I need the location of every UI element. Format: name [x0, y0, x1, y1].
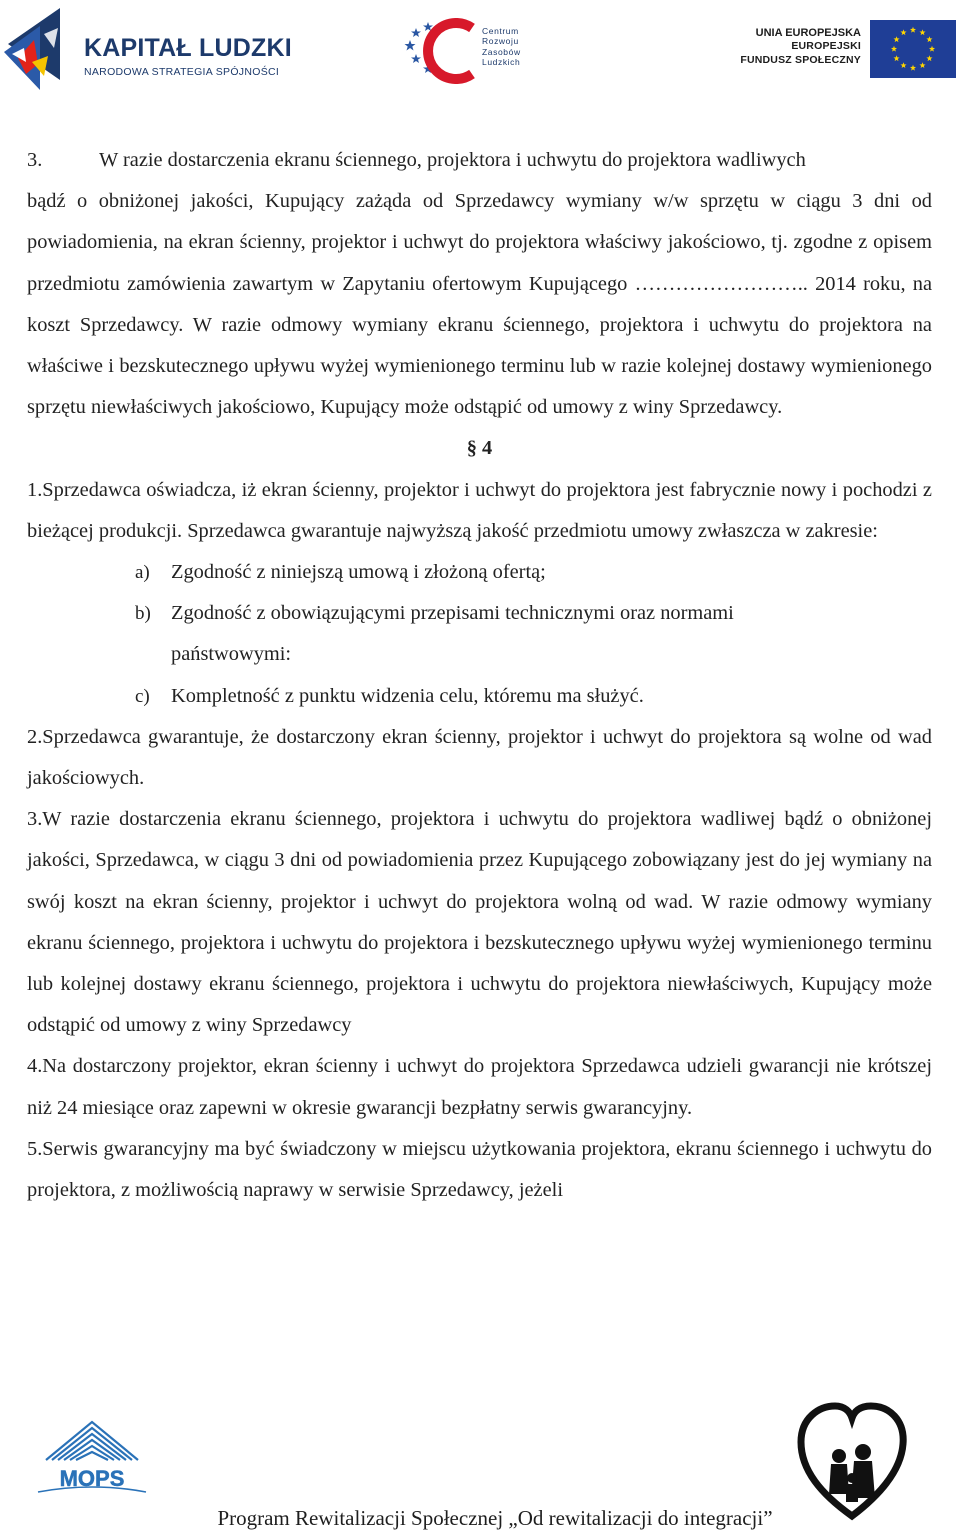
- crzl-line-3: Zasobów: [482, 46, 521, 57]
- mops-logo-icon: [34, 1416, 150, 1496]
- crzl-name: [482, 26, 521, 67]
- quality-list: [27, 552, 932, 717]
- crzl-emblem-icon: [402, 18, 480, 84]
- kapital-ludzki-logo: [4, 4, 294, 96]
- section-4-point-3: 3.W razie dostarczenia ekranu ściennego, projektora i uchwytu do projektora wadliwej bądź o obniżonej jakości, Sprzedawca, w ciągu 3 dni od powiadomienia przez Kupującego zobowiązany jest do jej wymiany na swój koszt na ekran ścienny, projektor i uchwyt do projektora wolną od wad. W razie odmowy wymiany ekranu ściennego, projektora i uchwytu do projektora i bezskutecznego upływu wyżej wymienionego terminu lub kolejnej dostawy ekranu ściennego, projektora i uchwytu do projektora niewłaściwych, Kupujący może odstąpić od umowy z winy Sprzedawcy: [27, 808, 932, 1037]
- section-heading: § 4: [466, 437, 493, 460]
- list-item-label: a): [135, 562, 150, 584]
- eu-line-3: FUNDUSZ SPOŁECZNY: [740, 53, 861, 66]
- list-item-label: b): [135, 603, 151, 625]
- list-item-text: Zgodność z obowiązującymi przepisami technicznymi oraz normami państwowymi:: [171, 602, 734, 666]
- list-item: [135, 593, 932, 675]
- footer-program-title: Program Rewitalizacji Społecznej „Od rewitalizacji do integracji”: [217, 1506, 773, 1530]
- crzl-line-4: Ludzkich: [482, 56, 521, 67]
- crzl-logo: [402, 18, 542, 84]
- crzl-line-2: Rozwoju: [482, 36, 519, 47]
- paragraph-3-number: 3.: [27, 149, 43, 171]
- eu-line-2: EUROPEJSKI: [791, 40, 861, 52]
- page-header: [0, 0, 960, 100]
- paragraph-3-first-line: [27, 140, 932, 181]
- list-item: [135, 552, 932, 593]
- kapital-ludzki-title: KAPITAŁ LUDZKI: [84, 34, 292, 62]
- paragraph-3-text: bądź o obniżonej jakości, Kupujący zażąda od Sprzedawcy wymiany w/w sprzętu w ciągu 3 dni od powiadomienia, na ekran ścienny, projektor i uchwyt do projektora właściwy jakościowo, tj. zgodne z opisem przedmiotu zamówienia zawartym w Zapytaniu ofertowym Kupującego …………………….. 2014 roku, na koszt Sprzedawcy. W razie odmowy wymiany ekranu ściennego, projektora i uchwytu do projektora na właściwe i bezskutecznego upływu wyżej wymienionego terminu lub w razie kolejnej dostawy wymienionego sprzętu niewłaściwych jakościowo, Kupujący może odstąpić od umowy z winy Sprzedawcy.: [27, 190, 932, 419]
- paragraph-3-lead-text: W razie dostarczenia ekranu ściennego, projektora i uchwytu do projektora wadliwych: [99, 149, 806, 171]
- kapital-ludzki-subtitle: NARODOWA STRATEGIA SPÓJNOŚCI: [84, 66, 280, 78]
- section-4-point-4: 4.Na dostarczony projektor, ekran ścienny i uchwyt do projektora Sprzedawca udzieli gwarancji nie krótszej niż 24 miesiące oraz zapewni w okresie gwarancji bezpłatny serwis gwarancyjny.: [27, 1055, 932, 1119]
- kapital-ludzki-emblem-icon: [4, 4, 68, 94]
- list-item-text: Kompletność z punktu widzenia celu, któremu ma służyć.: [171, 684, 644, 707]
- eu-logo-text: [740, 26, 861, 67]
- mops-label: MOPS: [59, 1466, 125, 1491]
- section-4-point-1: 1.Sprzedawca oświadcza, iż ekran ścienny, projektor i uchwyt do projektora jest fabrycznie nowy i pochodzi z bieżącej produkcji. Sprzedawca gwarantuje najwyższą jakość przedmiotu umowy zwłaszcza w zakresie:: [27, 478, 932, 542]
- eu-social-fund-logo: [740, 18, 956, 82]
- list-item-text: Zgodność z niniejszą umową i złożoną ofertą;: [171, 561, 546, 584]
- eu-line-1: UNIA EUROPEJSKA: [755, 27, 861, 39]
- list-item: [135, 676, 932, 717]
- list-item-label: c): [135, 685, 150, 707]
- eu-flag-icon: [870, 20, 956, 78]
- crzl-line-1: Centrum: [482, 26, 519, 36]
- page-footer: [0, 1390, 960, 1534]
- section-4-point-5: 5.Serwis gwarancyjny ma być świadczony w miejscu użytkowania projektora, ekranu ściennego i uchwytu do projektora, z możliwością naprawy w serwisie Sprzedawcy, jeżeli: [27, 1137, 932, 1202]
- document-body: [27, 140, 932, 1211]
- section-4-point-2: 2.Sprzedawca gwarantuje, że dostarczony ekran ścienny, projektor i uchwyt do projektora są wolne od wad jakościowych.: [27, 725, 932, 790]
- paragraph-3: [27, 140, 932, 428]
